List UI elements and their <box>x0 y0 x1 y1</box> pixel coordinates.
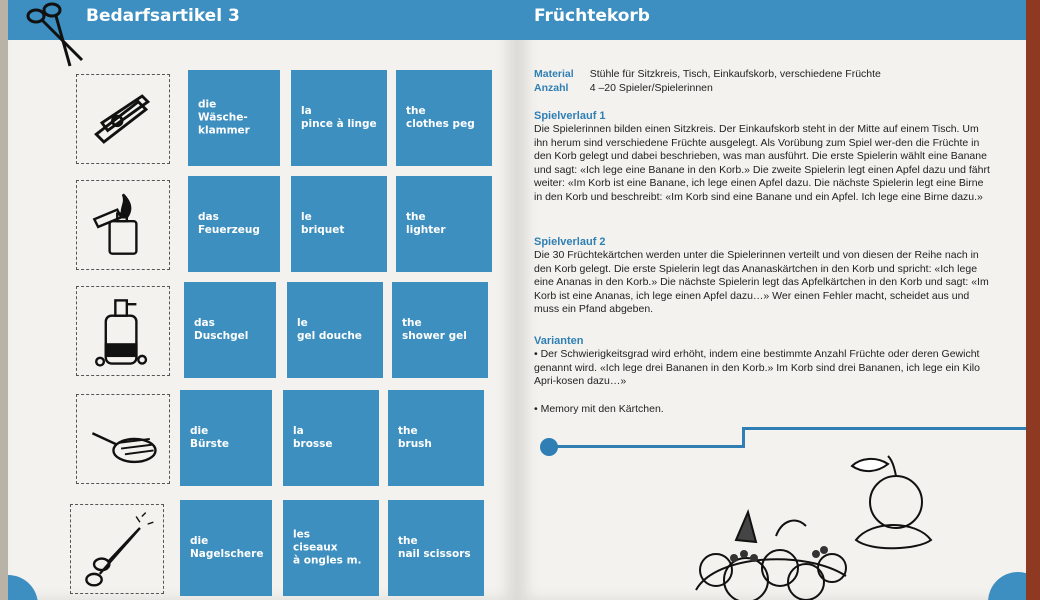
vocab-text-fr: les ciseaux à ongles m. <box>293 528 362 567</box>
material-value: Stühle für Sitzkreis, Tisch, Einkaufskorb, verschiedene Früchte <box>589 68 881 80</box>
vocab-text-en: the brush <box>398 425 432 450</box>
vocab-text-de: die Nagelschere <box>190 535 264 560</box>
material-label: Material <box>534 68 574 80</box>
spielverlauf1-text: Die Spielerinnen bilden einen Sitzkreis. Der Einkaufskorb steht in der Mitte auf einem Tisch. Um ihn herum sind verschiedene Früchte ausgelegt. Als Vorübung zum Spiel wer-den die Früchte in den Korb gelegt und dabei beschrieben, was man ausführt. Die erste Spielerin wählt eine Banane und sagt: «Ich lege eine Banane in den Korb.» Die zweite Spielerin legt einen Apfel dazu und fährt weiter: «Im Korb ist eine Banane, ich lege einen Apfel dazu. Die nächste Spielerin legt eine Birne in den Korb und beschreibt: «Im Korb sind eine Banane und ein Apfel. Ich lege eine Birne dazu.» <box>534 123 990 203</box>
spielverlauf2-text: Die 30 Früchtekärtchen werden unter die Spielerinnen verteilt und von diesen der Reihe nach in den Korb gelegt. Die erste Spielerin legt das Ananaskärtchen in den Korb und spricht: «Ich lege eine Ananas in den Korb.» Die nächste Spielerin legt das Apfelkärtchen in den Korb und sagt: «Im Korb ist eine Ananas, ich lege einen Apfel dazu…» Wer einen Fehler macht, scheidet aus und muss ein Pfand abgeben. <box>534 249 989 315</box>
book-cover-edge <box>1026 0 1040 600</box>
vocab-text-de: die Bürste <box>190 425 230 450</box>
vocab-text-de: das Feuerzeug <box>198 211 260 236</box>
vocab-text-en: the nail scissors <box>398 535 471 560</box>
right-page-title: Früchtekorb <box>534 6 650 26</box>
spielverlauf1-heading: Spielverlauf 1 <box>534 110 606 122</box>
left-page-title: Bedarfsartikel 3 <box>86 6 240 26</box>
vocab-text-de: die Wäsche- klammer <box>198 98 250 137</box>
varianten-heading: Varianten <box>534 335 584 347</box>
anzahl-value: 4 –20 Spieler/Spielerinnen <box>589 81 713 94</box>
meta-block <box>534 68 994 95</box>
vocab-card-en-4 <box>388 390 484 486</box>
picture-card-3 <box>76 286 170 376</box>
divider-line-upper <box>742 427 1026 430</box>
shower-gel-icon <box>77 287 169 375</box>
vocab-text-fr: la pince à linge <box>301 105 377 130</box>
clothes-peg-icon <box>77 75 169 163</box>
lighter-icon <box>77 181 169 269</box>
anzahl-label: Anzahl <box>534 81 569 94</box>
left-page <box>8 0 516 600</box>
vocab-card-de-3 <box>184 282 276 378</box>
brush-icon <box>77 395 169 483</box>
vocab-text-fr: le gel douche <box>297 317 362 342</box>
spielverlauf2-heading: Spielverlauf 2 <box>534 236 606 248</box>
vocab-text-en: the lighter <box>406 211 446 236</box>
vocab-card-en-5 <box>388 500 484 596</box>
divider-line <box>556 445 744 448</box>
vocab-text-fr: le briquet <box>301 211 345 236</box>
vocab-card-en-3 <box>392 282 488 378</box>
varianten-item-2: • Memory mit den Kärtchen. <box>534 403 664 415</box>
corner-circle-right <box>988 572 1026 600</box>
vocab-card-de-4 <box>180 390 272 486</box>
vocab-card-fr-1 <box>291 70 387 166</box>
corner-circle <box>8 575 38 600</box>
divider-step <box>742 427 745 448</box>
fruit-basket-icon <box>656 450 956 600</box>
vocab-card-de-2 <box>188 176 280 272</box>
vocab-card-fr-4 <box>283 390 379 486</box>
vocab-card-fr-2 <box>291 176 387 272</box>
nail-scissors-icon <box>71 505 163 593</box>
picture-card-5 <box>70 504 164 594</box>
vocab-card-fr-3 <box>287 282 383 378</box>
picture-card-4 <box>76 394 170 484</box>
vocab-text-en: the shower gel <box>402 317 467 342</box>
vocab-card-fr-5 <box>283 500 379 596</box>
scissors-icon <box>22 0 86 68</box>
vocab-card-de-1 <box>188 70 280 166</box>
picture-card-2 <box>76 180 170 270</box>
picture-card-1 <box>76 74 170 164</box>
varianten-item-1: • Der Schwierigkeitsgrad wird erhöht, indem eine bestimmte Anzahl Früchte oder deren Gewicht genannt wird. «Ich lege drei Bananen in den Korb.» Im Korb sind drei Bananen, ich lege ein Kilo Apri-kosen dazu…» <box>534 348 980 387</box>
vocab-card-en-1 <box>396 70 492 166</box>
vocab-card-de-5 <box>180 500 272 596</box>
right-page <box>516 0 1026 600</box>
vocab-card-en-2 <box>396 176 492 272</box>
vocab-text-de: das Duschgel <box>194 317 249 342</box>
vocab-text-fr: la brosse <box>293 425 333 450</box>
vocab-text-en: the clothes peg <box>406 105 475 130</box>
